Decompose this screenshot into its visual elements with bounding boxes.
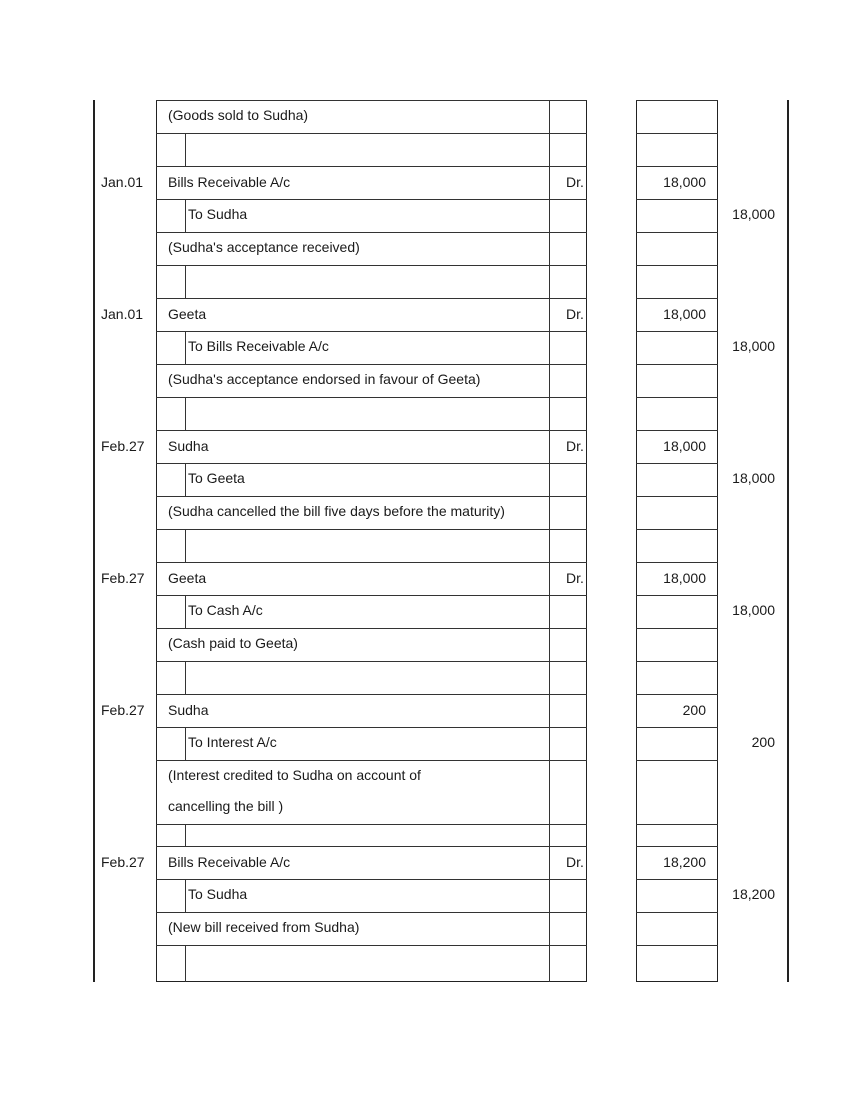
row-rule (156, 529, 587, 530)
debit-amount: 18,200 (663, 854, 706, 870)
row-rule (636, 824, 718, 825)
row-rule (636, 496, 718, 497)
row-rule (636, 912, 718, 913)
indent-rule (185, 945, 186, 982)
row-rule (636, 463, 718, 464)
debit-account: Sudha (168, 438, 209, 454)
row-rule (636, 166, 718, 167)
row-rule (156, 760, 587, 761)
right-margin-line (787, 100, 789, 982)
debit-amount: 18,000 (663, 570, 706, 586)
debit-amount: 18,000 (663, 174, 706, 190)
indent-rule (185, 529, 186, 562)
row-rule (156, 945, 587, 946)
debit-amount: 200 (682, 702, 706, 718)
row-rule (156, 364, 587, 365)
row-rule (156, 232, 587, 233)
row-rule (636, 232, 718, 233)
row-rule (156, 199, 587, 200)
row-rule (156, 430, 587, 431)
indent-rule (185, 727, 186, 760)
indent-rule (185, 265, 186, 298)
narration-text: (Cash paid to Geeta) (168, 635, 298, 651)
credit-amount: 18,000 (732, 602, 775, 618)
debit-amount: 18,000 (663, 438, 706, 454)
row-rule (156, 661, 587, 662)
row-rule (636, 628, 718, 629)
narration-text: cancelling the bill ) (168, 798, 284, 814)
credit-account: To Bills Receivable A/c (188, 338, 329, 354)
credit-amount: 200 (751, 734, 775, 750)
dr-marker: Dr. (566, 854, 584, 870)
credit-amount: 18,200 (732, 886, 775, 902)
dr-marker: Dr. (566, 174, 584, 190)
row-rule (636, 298, 718, 299)
indent-rule (185, 824, 186, 846)
row-rule (636, 945, 718, 946)
row-rule (636, 133, 718, 134)
row-rule (156, 397, 587, 398)
narration-text: (Sudha's acceptance endorsed in favour of Geeta) (168, 371, 481, 387)
entry-date: Jan.01 (101, 306, 144, 322)
indent-rule (185, 331, 186, 364)
row-rule (156, 265, 587, 266)
row-rule (156, 166, 587, 167)
narration-text: (Interest credited to Sudha on account of (168, 767, 421, 783)
row-rule (156, 727, 587, 728)
row-rule (156, 912, 587, 913)
row-rule (156, 496, 587, 497)
debit-account: Bills Receivable A/c (168, 854, 291, 870)
row-rule (156, 846, 587, 847)
debit-account: Sudha (168, 702, 209, 718)
indent-rule (185, 595, 186, 628)
row-rule (156, 562, 587, 563)
credit-account: To Geeta (188, 470, 245, 486)
row-rule (636, 727, 718, 728)
credit-amount: 18,000 (732, 206, 775, 222)
row-rule (156, 463, 587, 464)
row-rule (636, 199, 718, 200)
indent-rule (185, 199, 186, 232)
entry-date: Feb.27 (101, 702, 145, 718)
credit-amount: 18,000 (732, 338, 775, 354)
narration-text: (New bill received from Sudha) (168, 919, 360, 935)
row-rule (636, 562, 718, 563)
indent-rule (185, 133, 186, 166)
dr-marker: Dr. (566, 438, 584, 454)
row-rule (156, 824, 587, 825)
left-margin-line (93, 100, 95, 982)
entry-date: Feb.27 (101, 438, 145, 454)
narration-text: (Sudha's acceptance received) (168, 239, 360, 255)
indent-rule (185, 879, 186, 912)
narration-text: (Goods sold to Sudha) (168, 107, 309, 123)
row-rule (156, 133, 587, 134)
row-rule (156, 298, 587, 299)
row-rule (156, 100, 587, 101)
indent-rule (185, 397, 186, 430)
row-rule (636, 760, 718, 761)
credit-account: To Cash A/c (188, 602, 263, 618)
row-rule (156, 595, 587, 596)
dr-marker: Dr. (566, 570, 584, 586)
credit-account: To Sudha (188, 206, 248, 222)
row-rule (636, 595, 718, 596)
credit-account: To Sudha (188, 886, 248, 902)
entry-date: Feb.27 (101, 854, 145, 870)
debit-account: Geeta (168, 306, 207, 322)
narration-text: (Sudha cancelled the bill five days before the maturity) (168, 503, 505, 519)
row-rule (636, 430, 718, 431)
entry-date: Jan.01 (101, 174, 144, 190)
debit-amount: 18,000 (663, 306, 706, 322)
debit-account: Geeta (168, 570, 207, 586)
row-rule (636, 846, 718, 847)
row-rule (156, 879, 587, 880)
row-rule (636, 265, 718, 266)
debit-account: Bills Receivable A/c (168, 174, 291, 190)
row-rule (636, 397, 718, 398)
row-rule (636, 661, 718, 662)
row-rule (636, 694, 718, 695)
row-rule (636, 364, 718, 365)
entry-date: Feb.27 (101, 570, 145, 586)
row-rule (156, 694, 587, 695)
indent-rule (185, 661, 186, 694)
dr-marker: Dr. (566, 306, 584, 322)
row-rule (636, 529, 718, 530)
row-rule (636, 331, 718, 332)
credit-account: To Interest A/c (188, 734, 277, 750)
row-rule (636, 879, 718, 880)
credit-amount: 18,000 (732, 470, 775, 486)
row-rule (636, 100, 718, 101)
row-rule (156, 331, 587, 332)
indent-rule (185, 463, 186, 496)
row-rule (156, 628, 587, 629)
